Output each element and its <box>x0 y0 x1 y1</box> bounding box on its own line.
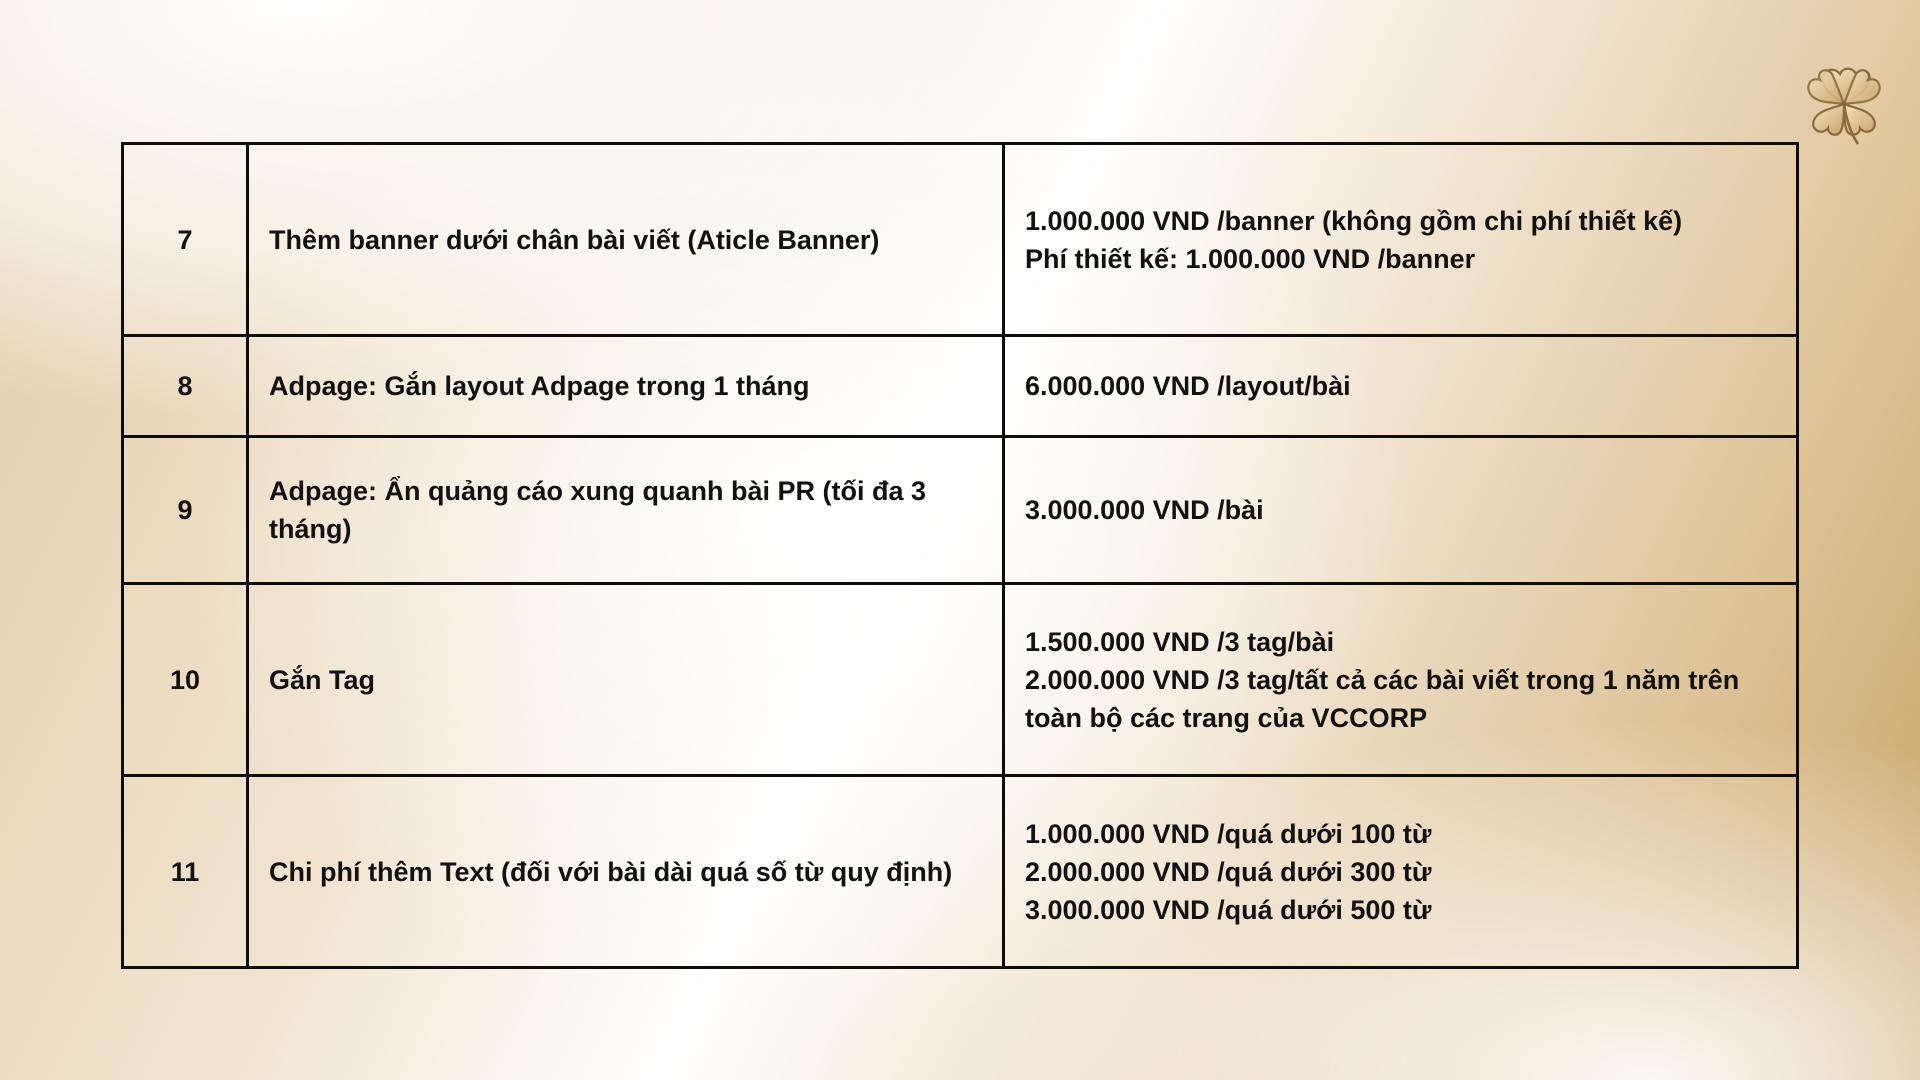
price-cell <box>1004 776 1798 968</box>
price-line: 2.000.000 VND /quá dưới 300 từ <box>1025 856 1432 887</box>
price-line: 1.500.000 VND /3 tag/bài <box>1025 626 1335 657</box>
row-number: 8 <box>123 336 248 437</box>
price-cell <box>1004 437 1798 584</box>
row-number: 7 <box>123 144 248 336</box>
item-description: Adpage: Gắn layout Adpage trong 1 tháng <box>248 336 1004 437</box>
row-number: 11 <box>123 776 248 968</box>
price-cell <box>1004 144 1798 336</box>
price-line: 1.000.000 VND /quá dưới 100 từ <box>1025 818 1432 849</box>
item-description: Thêm banner dưới chân bài viết (Aticle Banner) <box>248 144 1004 336</box>
price-cell <box>1004 584 1798 776</box>
table-row <box>123 776 1798 968</box>
clover-icon <box>1796 62 1892 148</box>
item-description: Chi phí thêm Text (đối với bài dài quá số từ quy định) <box>248 776 1004 968</box>
table-row <box>123 437 1798 584</box>
row-number: 10 <box>123 584 248 776</box>
price-line: 2.000.000 VND /3 tag/tất cả các bài viết trong 1 năm trên toàn bộ các trang của VCCORP <box>1025 664 1740 733</box>
price-line: Phí thiết kế: 1.000.000 VND /banner <box>1025 243 1476 274</box>
price-line: 3.000.000 VND /quá dưới 500 từ <box>1025 894 1432 925</box>
table-row <box>123 584 1798 776</box>
table-row <box>123 336 1798 437</box>
row-number: 9 <box>123 437 248 584</box>
price-cell <box>1004 336 1798 437</box>
pricing-table <box>121 142 1799 969</box>
price-line: 3.000.000 VND /bài <box>1025 495 1264 525</box>
table-row <box>123 144 1798 336</box>
price-line: 1.000.000 VND /banner (không gồm chi phí thiết kế) <box>1025 205 1683 236</box>
item-description: Gắn Tag <box>248 584 1004 776</box>
price-line: 6.000.000 VND /layout/bài <box>1025 371 1351 401</box>
item-description: Adpage: Ẩn quảng cáo xung quanh bài PR (tối đa 3 tháng) <box>248 437 1004 584</box>
